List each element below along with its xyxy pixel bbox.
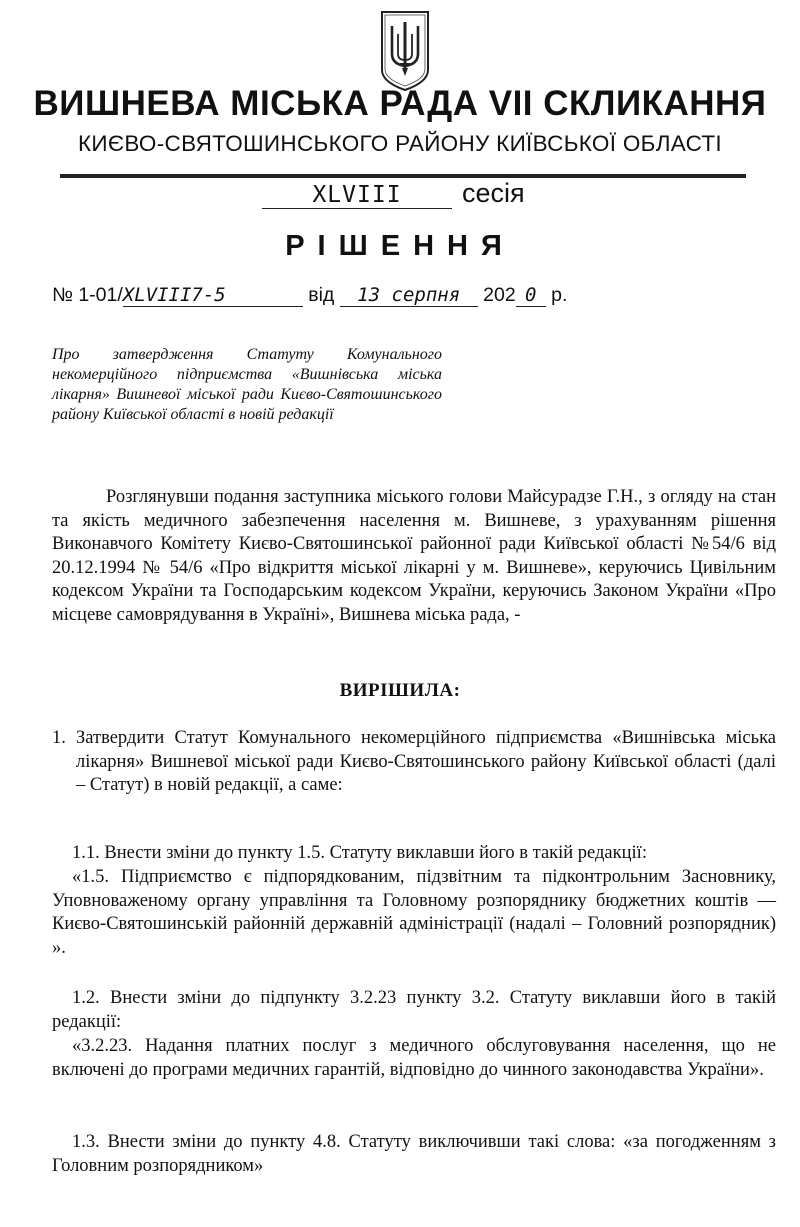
preamble-paragraph: Розглянувши подання заступника міського голови Майсурадзе Г.Н., з огляду на стан та якість медичного забезпечення населення м. Вишневе, з урахуванням рішення Виконавчого Комітету Києво-Святошинської районної ради Київської області №54/6 від 20.12.1994 № 54/6 «Про відкриття міської лікарні у м. Вишневе», керуючись Цивільним кодексом України та Господарським кодексом України, керуючись Законом України «Про місцеве самоврядування в Україні», Вишнева міська рада, - (52, 487, 776, 625)
session-line (262, 178, 525, 209)
district-subtitle: КИЄВО-СВЯТОШИНСЬКОГО РАЙОНУ КИЇВСЬКОЇ ОБЛАСТІ (78, 131, 722, 156)
handwritten-year-digit: 0 (516, 284, 546, 307)
date-prefix: від (308, 284, 335, 306)
handwritten-number: XLVIII7-5 (123, 284, 303, 307)
document-type-heading: РІШЕННЯ (285, 230, 515, 262)
subitem-1-2: 1.2. Внести зміни до підпункту 3.2.23 пункту 3.2. Статуту виклавши його в такій редакції: (52, 988, 776, 1032)
decision-number-line (52, 284, 567, 307)
decision-subject: Про затвердження Статуту Комунального некомерційного підприємства «Вишнівська міська лікарня» Вишневої міської ради Києво-Святошинського району Київської області в новій редакції (52, 346, 442, 423)
handwritten-date: 13 серпня (340, 284, 478, 307)
quote-1-5: «1.5. Підприємство є підпорядкованим, підзвітним та підконтрольним Засновнику, Уповноваженому органу управління та Головному розпоряднику бюджетних коштів — Києво-Святошинській районній державній адміністрації (надалі – Головний розпорядник) ». (52, 867, 776, 958)
subitem-1-1: 1.1. Внести зміни до пункту 1.5. Статуту виклавши його в такій редакції: (72, 843, 647, 863)
quote-3-2-23: «3.2.23. Надання платних послуг з медичного обслуговування населення, що не включені до програми медичних гарантій, відповідно до чинного законодавства України». (52, 1036, 776, 1080)
decided-heading: ВИРІШИЛА: (339, 680, 461, 701)
item-1 (52, 727, 776, 798)
item-1-text: Затвердити Статут Комунального некомерційного підприємства «Вишнівська міська лікарня» Вишневої міської ради Києво-Святошинського району Київської області (далі – Статут) в новій редакції, а саме: (76, 728, 776, 796)
session-number: XLVIII (262, 182, 452, 209)
item-1-number: 1. (52, 728, 66, 748)
subitem-1-3: 1.3. Внести зміни до пункту 4.8. Статуту виключивши такі слова: «за погодженням з Головним розпорядником» (52, 1132, 776, 1176)
session-label: сесія (462, 178, 525, 208)
council-title: ВИШНЕВА МІСЬКА РАДА VII СКЛИКАННЯ (33, 84, 767, 123)
number-prefix: № 1-01/ (52, 284, 123, 306)
trident-emblem-icon (376, 8, 434, 92)
year-prefix: 202 (483, 284, 516, 306)
year-suffix: р. (551, 284, 568, 306)
